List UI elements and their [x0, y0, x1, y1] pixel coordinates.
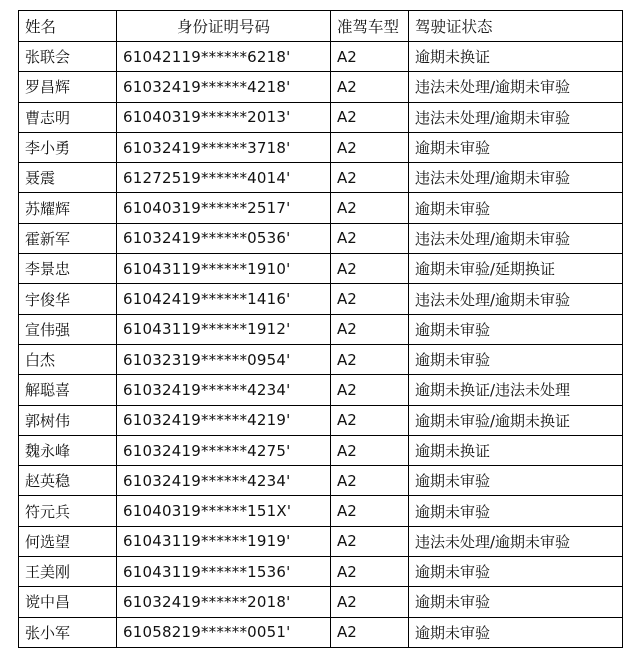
row-name: 符元兵 — [19, 496, 117, 526]
row-id-number: 61032419******4234' — [117, 466, 331, 496]
table-row — [19, 617, 623, 647]
table-body — [19, 42, 623, 648]
row-id-number: 61032419******4218' — [117, 72, 331, 102]
table-row — [19, 193, 623, 223]
row-vehicle-type: A2 — [331, 375, 409, 405]
table-row — [19, 344, 623, 374]
row-license-status: 逾期未换证 — [409, 42, 623, 72]
row-vehicle-type: A2 — [331, 72, 409, 102]
row-license-status: 违法未处理/逾期未审验 — [409, 223, 623, 253]
row-name: 王美刚 — [19, 557, 117, 587]
table-row — [19, 526, 623, 556]
row-id-number: 61032419******0536' — [117, 223, 331, 253]
row-name: 魏永峰 — [19, 435, 117, 465]
row-license-status: 逾期未审验 — [409, 617, 623, 647]
table-row — [19, 375, 623, 405]
table-row — [19, 163, 623, 193]
row-vehicle-type: A2 — [331, 526, 409, 556]
row-id-number: 61043119******1912' — [117, 314, 331, 344]
table-row — [19, 557, 623, 587]
row-id-number: 61032419******4275' — [117, 435, 331, 465]
row-name: 聂震 — [19, 163, 117, 193]
row-name: 罗昌辉 — [19, 72, 117, 102]
row-vehicle-type: A2 — [331, 587, 409, 617]
table-row — [19, 284, 623, 314]
row-name: 霍新军 — [19, 223, 117, 253]
row-license-status: 逾期未审验 — [409, 193, 623, 223]
row-name: 苏耀辉 — [19, 193, 117, 223]
row-license-status: 逾期未审验 — [409, 466, 623, 496]
row-vehicle-type: A2 — [331, 344, 409, 374]
row-name: 宣伟强 — [19, 314, 117, 344]
table-header — [19, 11, 623, 42]
row-name: 谠中昌 — [19, 587, 117, 617]
row-vehicle-type: A2 — [331, 314, 409, 344]
table-row — [19, 102, 623, 132]
row-vehicle-type: A2 — [331, 557, 409, 587]
row-license-status: 违法未处理/逾期未审验 — [409, 72, 623, 102]
row-name: 赵英稳 — [19, 466, 117, 496]
row-id-number: 61043119******1910' — [117, 254, 331, 284]
table-row — [19, 132, 623, 162]
row-vehicle-type: A2 — [331, 132, 409, 162]
row-license-status: 违法未处理/逾期未审验 — [409, 284, 623, 314]
row-license-status: 逾期未审验 — [409, 557, 623, 587]
row-vehicle-type: A2 — [331, 496, 409, 526]
row-name: 李景忠 — [19, 254, 117, 284]
row-vehicle-type: A2 — [331, 223, 409, 253]
row-vehicle-type: A2 — [331, 42, 409, 72]
header-id-number: 身份证明号码 — [117, 11, 331, 42]
row-id-number: 61032419******3718' — [117, 132, 331, 162]
row-vehicle-type: A2 — [331, 254, 409, 284]
row-license-status: 逾期未审验 — [409, 587, 623, 617]
header-name: 姓名 — [19, 11, 117, 42]
row-id-number: 61043119******1919' — [117, 526, 331, 556]
row-vehicle-type: A2 — [331, 193, 409, 223]
row-id-number: 61032419******2018' — [117, 587, 331, 617]
row-name: 解聪喜 — [19, 375, 117, 405]
row-license-status: 逾期未审验/逾期未换证 — [409, 405, 623, 435]
table-row — [19, 72, 623, 102]
row-name: 白杰 — [19, 344, 117, 374]
row-license-status: 逾期未审验/延期换证 — [409, 254, 623, 284]
table-row — [19, 496, 623, 526]
row-id-number: 61042419******1416' — [117, 284, 331, 314]
header-vehicle-type: 准驾车型 — [331, 11, 409, 42]
row-license-status: 逾期未审验 — [409, 496, 623, 526]
row-vehicle-type: A2 — [331, 284, 409, 314]
row-id-number: 61040319******151X' — [117, 496, 331, 526]
row-vehicle-type: A2 — [331, 617, 409, 647]
row-name: 张小军 — [19, 617, 117, 647]
row-id-number: 61043119******1536' — [117, 557, 331, 587]
row-name: 郭树伟 — [19, 405, 117, 435]
table-row — [19, 314, 623, 344]
row-vehicle-type: A2 — [331, 435, 409, 465]
row-vehicle-type: A2 — [331, 163, 409, 193]
row-name: 李小勇 — [19, 132, 117, 162]
license-status-table — [18, 10, 623, 648]
row-license-status: 逾期未换证/违法未处理 — [409, 375, 623, 405]
row-id-number: 61032419******4219' — [117, 405, 331, 435]
row-vehicle-type: A2 — [331, 405, 409, 435]
row-license-status: 违法未处理/逾期未审验 — [409, 102, 623, 132]
row-id-number: 61032419******4234' — [117, 375, 331, 405]
row-id-number: 61272519******4014' — [117, 163, 331, 193]
table-row — [19, 42, 623, 72]
row-id-number: 61040319******2013' — [117, 102, 331, 132]
row-license-status: 逾期未审验 — [409, 344, 623, 374]
table-row — [19, 405, 623, 435]
table-row — [19, 254, 623, 284]
header-row — [19, 11, 623, 42]
row-license-status: 逾期未换证 — [409, 435, 623, 465]
row-name: 宇俊华 — [19, 284, 117, 314]
table-row — [19, 466, 623, 496]
header-license-status: 驾驶证状态 — [409, 11, 623, 42]
row-id-number: 61042119******6218' — [117, 42, 331, 72]
row-license-status: 逾期未审验 — [409, 314, 623, 344]
table-row — [19, 435, 623, 465]
row-vehicle-type: A2 — [331, 466, 409, 496]
row-license-status: 违法未处理/逾期未审验 — [409, 163, 623, 193]
row-id-number: 61040319******2517' — [117, 193, 331, 223]
table-row — [19, 587, 623, 617]
row-license-status: 逾期未审验 — [409, 132, 623, 162]
row-name: 张联会 — [19, 42, 117, 72]
row-vehicle-type: A2 — [331, 102, 409, 132]
row-license-status: 违法未处理/逾期未审验 — [409, 526, 623, 556]
row-id-number: 61032319******0954' — [117, 344, 331, 374]
row-id-number: 61058219******0051' — [117, 617, 331, 647]
table-row — [19, 223, 623, 253]
row-name: 曹志明 — [19, 102, 117, 132]
row-name: 何选望 — [19, 526, 117, 556]
